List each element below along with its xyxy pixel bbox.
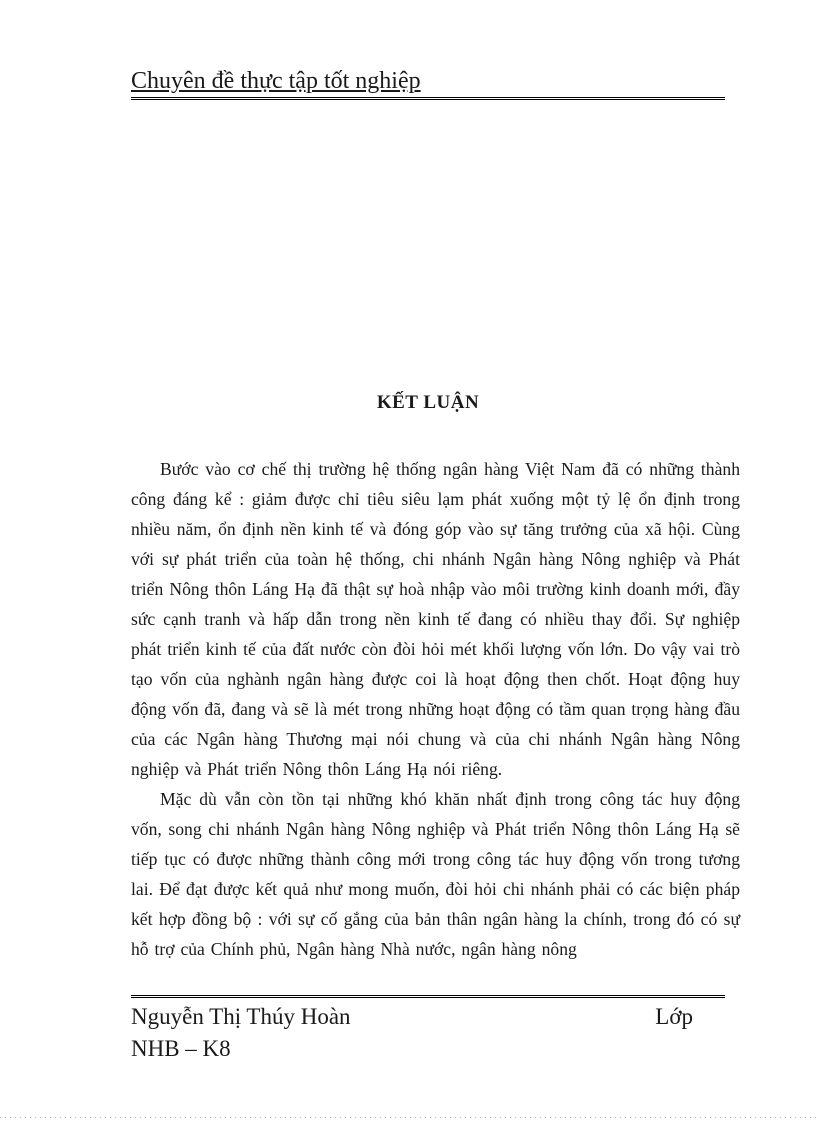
footer-class-value: NHB – K8: [131, 1036, 231, 1061]
footer-author-name: Nguyễn Thị Thúy Hoàn: [131, 1004, 351, 1029]
section-title: KẾT LUẬN: [376, 392, 480, 413]
page-footer: [131, 995, 725, 1065]
footer-line-1: [131, 1001, 725, 1033]
page-bottom-dotted-rule: [0, 1116, 816, 1118]
running-head: [131, 66, 725, 100]
paragraph-1: Bước vào cơ chế thị trường hệ thống ngân hàng Việt Nam đã có những thành công đáng kể : giảm được chỉ tiêu siêu lạm phát xuống một tỷ lệ ổn định trong nhiều năm, ổn định nền kinh tế và đóng góp vào sự tăng trưởng của xã hội. Cùng với sự phát triển của toàn hệ thống, chi nhánh Ngân hàng Nông nghiệp và Phát triển Nông thôn Láng Hạ đã thật sự hoà nhập vào môi trường kinh doanh mới, đầy sức cạnh tranh và hấp dẫn trong nền kinh tế đang có nhiều thay đổi. Sự nghiệp phát triển kinh tế của đất nước còn đòi hỏi mét khối lượng vốn lớn. Do vậy vai trò tạo vốn của nghành ngân hàng được coi là hoạt động then chốt. Hoạt động huy động vốn đã, đang và sẽ là mét trong những hoạt động có tầm quan trọng hàng đầu của các Ngân hàng Thương mại nói chung và của chi nhánh Ngân hàng Nông nghiệp và Phát triển Nông thôn Láng Hạ nói riêng.: [131, 459, 740, 779]
body-text: [131, 454, 740, 964]
running-head-title: Chuyên đề thực tập tốt nghiệp: [131, 68, 421, 94]
footer-class-label: Lớp: [655, 1004, 693, 1029]
paragraph-2: Mặc dù vẫn còn tồn tại những khó khăn nhất định trong công tác huy động vốn, song chi nhánh Ngân hàng Nông nghiệp và Phát triển Nông thôn Láng Hạ sẽ tiếp tục có được những thành công mới trong công tác huy động vốn trong tương lai. Để đạt được kết quả như mong muốn, đòi hỏi chi nhánh phải có các biện pháp kết hợp đồng bộ : với sự cố gắng của bản thân ngân hàng la chính, trong đó có sự hỗ trợ của Chính phủ, Ngân hàng Nhà nước, ngân hàng nông: [131, 789, 740, 959]
